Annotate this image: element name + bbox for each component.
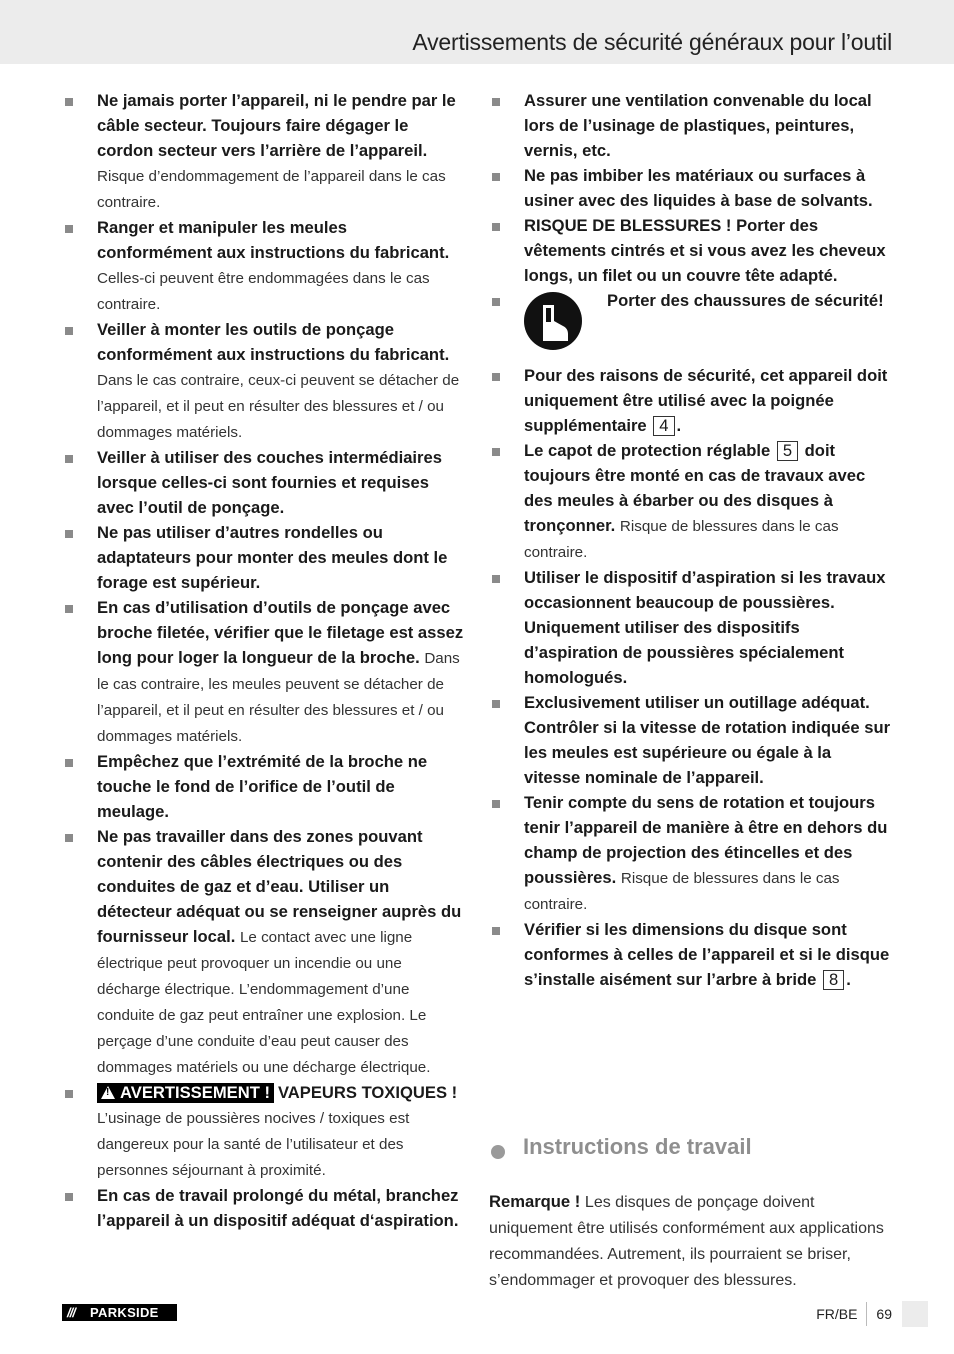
figure-ref-badge: 8: [823, 970, 844, 990]
list-item: Exclusivement utiliser un outillage adéquat. Contrôler si la vitesse de rotation indiquée sur les meules est supérieure ou égale à la vitesse nominale de l’appareil.: [489, 690, 891, 790]
right-column: [489, 88, 891, 992]
bullet-icon: [492, 373, 500, 381]
bullet-icon: [65, 1090, 73, 1098]
list-item: Pour des raisons de sécurité, cet appareil doit uniquement être utilisé avec la poignée supplémentaire 4 .: [489, 363, 891, 438]
list-item: Veiller à utiliser des couches intermédiaires lorsque celles-ci sont fournies et requises avec l’outil de ponçage.: [62, 445, 464, 520]
list-item: RISQUE DE BLESSURES ! Porter des vêtements cintrés et si vous avez les cheveux longs, un filet ou un couvre tête adapté.: [489, 213, 891, 288]
safety-boot-icon: [524, 292, 582, 350]
section-title: Instructions de travail: [523, 1134, 752, 1159]
list-item: Porter des chaussures de sécurité!: [489, 288, 891, 363]
section-bullet-icon: [491, 1145, 505, 1159]
bullet-icon: [492, 173, 500, 181]
bullet-icon: [492, 800, 500, 808]
bullet-icon: [65, 1193, 73, 1201]
bullet-icon: [65, 759, 73, 767]
bullet-icon: [492, 298, 500, 306]
list-item: En cas d’utilisation d’outils de ponçage avec broche filetée, vérifier que le filetage est assez long pour loger la longueur de la broche. Dans le cas contraire, les meules peuvent se détacher de l’appareil, et il peut en résulter des blessures et / ou dommages matériels.: [62, 595, 464, 749]
remark-label: Remarque !: [489, 1192, 581, 1211]
left-column: [62, 88, 464, 1233]
warning-triangle-icon: !: [101, 1086, 115, 1099]
bullet-icon: [65, 530, 73, 538]
list-item: Tenir compte du sens de rotation et toujours tenir l’appareil de manière à être en dehors du champ de projection des étincelles et des poussières. Risque de blessures dans le cas contraire.: [489, 790, 891, 917]
list-item: Ranger et manipuler les meules conformément aux instructions du fabricant. Celles-ci peuvent être endommagées dans le cas contraire.: [62, 215, 464, 317]
list-item: ! AVERTISSEMENT ! VAPEURS TOXIQUES ! L’usinage de poussières nocives / toxiques est dangereux pour la santé de l’utilisateur et des personnes séjournant à proximité.: [62, 1080, 464, 1183]
page-title: Avertissements de sécurité généraux pour l’outil: [412, 29, 892, 55]
warning-badge: ! AVERTISSEMENT !: [97, 1083, 274, 1103]
list-item: Veiller à monter les outils de ponçage conformément aux instructions du fabricant. Dans le cas contraire, ceux-ci peuvent se détacher de l’appareil, et il peut en résulter des blessures et / ou dommages matériels.: [62, 317, 464, 445]
page-footer: [816, 1301, 928, 1327]
list-item: En cas de travail prolongé du métal, branchez l’appareil à un dispositif adéquat d‘aspiration.: [62, 1183, 464, 1233]
list-item: Utiliser le dispositif d’aspiration si les travaux occasionnent beaucoup de poussières. Uniquement utiliser des dispositifs d’aspiration de poussières spécialement homologués.: [489, 565, 891, 690]
bullet-icon: [492, 927, 500, 935]
bullet-icon: [65, 225, 73, 233]
logo-brand: PARKSIDE: [90, 1305, 159, 1320]
list-item: Le capot de protection réglable 5 doit toujours être monté en cas de travaux avec des meules à ébarber ou des disques à tronçonner. Risque de blessures dans le cas contraire.: [489, 438, 891, 565]
list-item: Ne pas utiliser d’autres rondelles ou adaptateurs pour monter des meules dont le forage est supérieur.: [62, 520, 464, 595]
bullet-icon: [65, 605, 73, 613]
bullet-icon: [492, 700, 500, 708]
bullet-icon: [65, 327, 73, 335]
list-item: Ne pas travailler dans des zones pouvant contenir des câbles électriques ou des conduites de gaz et d’eau. Utiliser un détecteur adéquat ou se renseigner auprès du fournisseur local. Le contact avec une ligne électrique peut provoquer un incendie ou une décharge électrique. L’endommagement d’une conduite de gaz peut entraîner une explosion. Le perçage d’une conduite d’eau peut causer des dommages matériels ou une décharge électrique.: [62, 824, 464, 1080]
parkside-logo: [62, 1304, 177, 1321]
bullet-icon: [492, 98, 500, 106]
list-item: Assurer une ventilation convenable du local lors de l’usinage de plastiques, peintures, vernis, etc.: [489, 88, 891, 163]
list-item: Ne pas imbiber les matériaux ou surfaces à usiner avec des liquides à base de solvants.: [489, 163, 891, 213]
remark-paragraph: [489, 1189, 894, 1293]
bullet-icon: [492, 575, 500, 583]
list-item: Empêchez que l’extrémité de la broche ne touche le fond de l’orifice de l’outil de meulage.: [62, 749, 464, 824]
language-code: FR/BE: [816, 1306, 858, 1322]
figure-ref-badge: 5: [777, 441, 798, 461]
page-header: [0, 0, 954, 64]
bullet-icon: [65, 455, 73, 463]
remark-text: Les disques de ponçage doivent uniquement être utilisés conformément aux applications recommandées. Autrement, ils pourraient se briser, s’endommager et provoquer des blessures.: [489, 1194, 884, 1289]
bullet-icon: [65, 834, 73, 842]
logo-slashes: ///: [67, 1305, 75, 1320]
page-tab: [902, 1301, 928, 1327]
page-number: 69: [876, 1306, 892, 1322]
bullet-icon: [492, 223, 500, 231]
bullet-icon: [65, 98, 73, 106]
list-item: Ne jamais porter l’appareil, ni le pendre par le câble secteur. Toujours faire dégager le cordon secteur vers l’arrière de l’appareil. Risque d’endommagement de l’appareil dans le cas contraire.: [62, 88, 464, 215]
bullet-icon: [492, 448, 500, 456]
list-item: Vérifier si les dimensions du disque sont conformes à celles de l’appareil et si le disque s’installe aisément sur l’arbre à bride 8 .: [489, 917, 891, 992]
figure-ref-badge: 4: [653, 416, 674, 436]
